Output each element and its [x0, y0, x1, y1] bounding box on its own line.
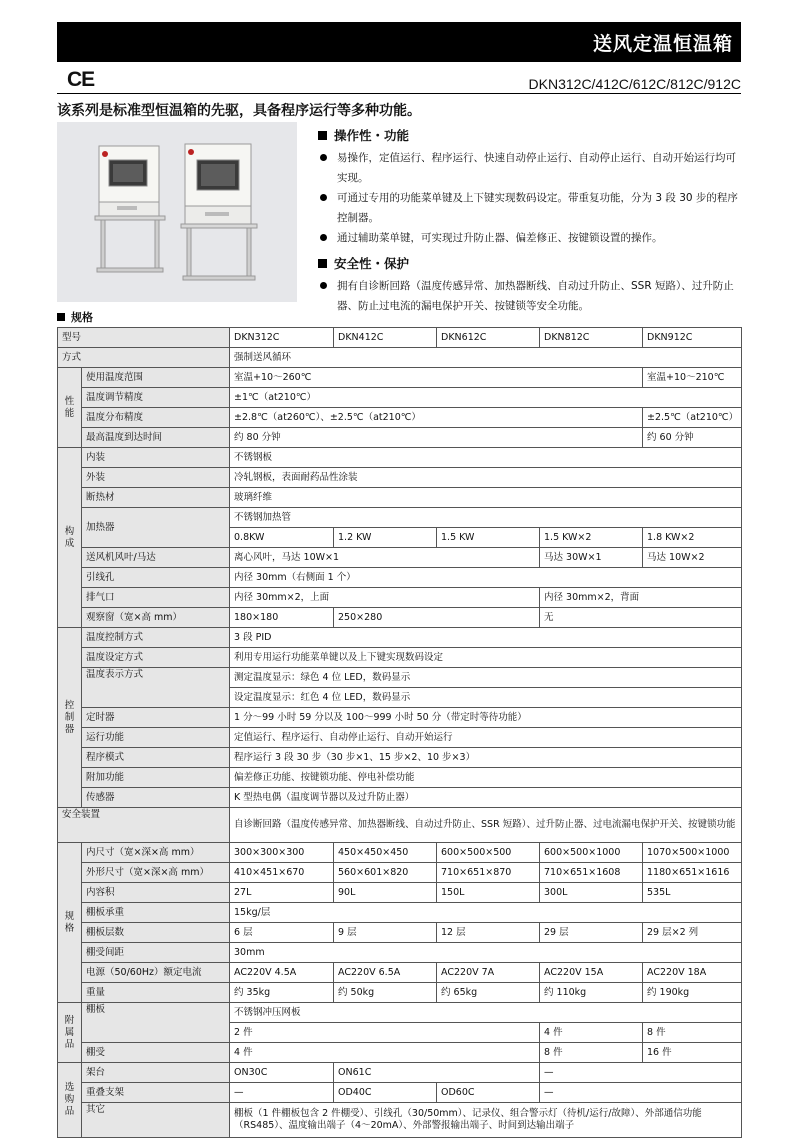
table-cell: 冷轧钢板，表面耐药品性涂装: [230, 468, 742, 488]
table-row: [58, 568, 742, 588]
table-cell: 27L: [230, 883, 334, 903]
table-row: [58, 488, 742, 508]
feature-item: 通过辅助菜单键，可实现过升防止器、偏差修正、按键锁设置的操作。: [318, 228, 743, 248]
table-row: [58, 348, 742, 368]
table-cell: 约 35kg: [230, 983, 334, 1003]
row-label: 型号: [58, 328, 230, 348]
table-row: [58, 668, 742, 688]
model-cell: DKN612C: [437, 328, 540, 348]
table-cell: 马达 10W×2: [643, 548, 742, 568]
row-label: 棚受间距: [82, 943, 230, 963]
table-cell: 90L: [334, 883, 437, 903]
table-cell: OD40C: [334, 1083, 437, 1103]
table-cell: 不锈钢加热管: [230, 508, 742, 528]
table-row: [58, 788, 742, 808]
row-label: 温度调节精度: [82, 388, 230, 408]
square-bullet-icon: [318, 259, 327, 268]
table-cell: 12 层: [437, 923, 540, 943]
row-label: 电源（50/60Hz）额定电流: [82, 963, 230, 983]
row-label: 内装: [82, 448, 230, 468]
table-cell: OD60C: [437, 1083, 540, 1103]
table-cell: 利用专用运行功能菜单键以及上下键实现数码设定: [230, 648, 742, 668]
table-cell: AC220V 4.5A: [230, 963, 334, 983]
table-row: [58, 708, 742, 728]
feature-heading-safety: 安全性・保护: [318, 254, 743, 274]
feature-heading-operation: 操作性・功能: [318, 126, 743, 146]
square-bullet-icon: [318, 131, 327, 140]
table-cell: 约 50kg: [334, 983, 437, 1003]
table-cell: 250×280: [334, 608, 540, 628]
row-label: 其它: [82, 1103, 230, 1138]
table-row: [58, 468, 742, 488]
table-cell: AC220V 18A: [643, 963, 742, 983]
spec-table: [57, 327, 742, 1138]
group-label-specs: 规格: [58, 843, 82, 1003]
product-photo: [57, 122, 297, 302]
table-cell: 150L: [437, 883, 540, 903]
table-cell: 710×651×870: [437, 863, 540, 883]
feature-item: 拥有自诊断回路（温度传感异常、加热器断线、自动过升防止、SSR 短路）、过升防止器、防止过电流的漏电保护开关、按键锁等安全功能。: [318, 276, 743, 316]
spec-heading: 规格: [57, 309, 93, 325]
row-label: 使用温度范围: [82, 368, 230, 388]
row-label: 加热器: [82, 508, 230, 548]
table-row: [58, 963, 742, 983]
table-cell: 180×180: [230, 608, 334, 628]
model-cell: DKN412C: [334, 328, 437, 348]
row-label: 断热材: [82, 488, 230, 508]
row-label: 温度表示方式: [82, 668, 230, 708]
table-cell: AC220V 7A: [437, 963, 540, 983]
table-cell: AC220V 15A: [540, 963, 643, 983]
table-cell: 8 件: [643, 1023, 742, 1043]
group-label-performance: 性能: [58, 368, 82, 448]
row-label: 重叠支架: [82, 1083, 230, 1103]
table-cell: 强制送风循环: [230, 348, 742, 368]
table-cell: 定值运行、程序运行、自动停止运行、自动开始运行: [230, 728, 742, 748]
table-row: [58, 728, 742, 748]
table-row: [58, 408, 742, 428]
table-cell: 300L: [540, 883, 643, 903]
table-cell: 内径 30mm×2，上面: [230, 588, 540, 608]
table-row: [58, 588, 742, 608]
group-label-options: 选购品: [58, 1063, 82, 1138]
row-label: 引线孔: [82, 568, 230, 588]
table-row: [58, 1063, 742, 1083]
table-cell: 3 段 PID: [230, 628, 742, 648]
table-row: [58, 903, 742, 923]
table-cell: 1.5 KW: [437, 528, 540, 548]
row-label: 架台: [82, 1063, 230, 1083]
table-cell: 29 层×2 列: [643, 923, 742, 943]
table-cell: 1070×500×1000: [643, 843, 742, 863]
table-row: [58, 1003, 742, 1023]
bullet-icon: [320, 234, 327, 241]
table-cell: 无: [540, 608, 742, 628]
row-label: 棚受: [82, 1043, 230, 1063]
row-label: 观察窗（宽×高 mm）: [82, 608, 230, 628]
table-cell: 偏差修正功能、按键锁功能、停电补偿功能: [230, 768, 742, 788]
table-cell: 程序运行 3 段 30 步（30 步×1、15 步×2、10 步×3）: [230, 748, 742, 768]
table-cell: ±1℃（at210℃）: [230, 388, 742, 408]
square-bullet-icon: [57, 313, 65, 321]
table-cell: 29 层: [540, 923, 643, 943]
oven-illustration: [57, 122, 297, 302]
table-cell: 自诊断回路（温度传感异常、加热器断线、自动过升防止、SSR 短路）、过升防止器、过电流漏电保护开关、按键锁功能: [230, 808, 742, 843]
table-cell: 4 件: [540, 1023, 643, 1043]
table-cell: 8 件: [540, 1043, 643, 1063]
table-cell: K 型热电偶（温度调节器以及过升防止器）: [230, 788, 742, 808]
feature-item: 易操作，定值运行、程序运行、快速自动停止运行、自动停止运行、自动开始运行均可实现。: [318, 148, 743, 188]
ce-mark: CE: [67, 68, 95, 91]
row-label: 安全装置: [58, 808, 230, 843]
table-cell: 约 65kg: [437, 983, 540, 1003]
table-row: [58, 748, 742, 768]
model-list: DKN312C/412C/612C/812C/912C: [528, 76, 741, 92]
row-label: 温度分布精度: [82, 408, 230, 428]
table-cell: 6 层: [230, 923, 334, 943]
table-row: [58, 768, 742, 788]
table-row: [58, 863, 742, 883]
table-row: [58, 1083, 742, 1103]
row-label: 最高温度到达时间: [82, 428, 230, 448]
table-cell: —: [540, 1063, 742, 1083]
table-cell: 马达 30W×1: [540, 548, 643, 568]
page-title: 送风定温恒温箱: [592, 33, 733, 55]
row-label: 运行功能: [82, 728, 230, 748]
feature-item: 可通过专用的功能菜单键及上下键实现数码设定。带重复功能，分为 3 段 30 步的程序控制器。: [318, 188, 743, 228]
table-cell: 约 110kg: [540, 983, 643, 1003]
table-row: [58, 448, 742, 468]
group-label-construction: 构成: [58, 448, 82, 628]
table-cell: 约 80 分钟: [230, 428, 643, 448]
intro-text: 该系列是标准型恒温箱的先驱，具备程序运行等多种功能。: [57, 103, 421, 119]
table-cell: 室温+10～260℃: [230, 368, 643, 388]
table-row: [58, 843, 742, 863]
bullet-icon: [320, 282, 327, 289]
table-row: [58, 943, 742, 963]
feature-list: [318, 126, 743, 316]
row-label: 外形尺寸（宽×深×高 mm）: [82, 863, 230, 883]
table-row: [58, 508, 742, 528]
table-row: [58, 548, 742, 568]
table-cell: ON61C: [334, 1063, 540, 1083]
row-label: 排气口: [82, 588, 230, 608]
table-row: [58, 648, 742, 668]
table-cell: 560×601×820: [334, 863, 437, 883]
table-cell: —: [230, 1083, 334, 1103]
table-cell: 535L: [643, 883, 742, 903]
table-cell: 1180×651×1616: [643, 863, 742, 883]
table-cell: 内径 30mm×2，背面: [540, 588, 742, 608]
row-label: 棚板承重: [82, 903, 230, 923]
table-row: [58, 883, 742, 903]
table-cell: 不锈钢板: [230, 448, 742, 468]
table-cell: 1 分～99 小时 59 分以及 100～999 小时 50 分（带定时等待功能）: [230, 708, 742, 728]
row-label: 附加功能: [82, 768, 230, 788]
table-cell: 约 60 分钟: [643, 428, 742, 448]
table-cell: ±2.5℃（at210℃）: [643, 408, 742, 428]
table-cell: 1.8 KW×2: [643, 528, 742, 548]
row-label: 方式: [58, 348, 230, 368]
row-label: 温度设定方式: [82, 648, 230, 668]
model-cell: DKN312C: [230, 328, 334, 348]
table-row: [58, 808, 742, 843]
row-label: 棚板层数: [82, 923, 230, 943]
table-row: [58, 428, 742, 448]
table-cell: 1.5 KW×2: [540, 528, 643, 548]
table-cell: —: [540, 1083, 742, 1103]
table-cell: 410×451×670: [230, 863, 334, 883]
table-cell: 300×300×300: [230, 843, 334, 863]
row-label: 传感器: [82, 788, 230, 808]
row-label: 内尺寸（宽×深×高 mm）: [82, 843, 230, 863]
row-label: 内容积: [82, 883, 230, 903]
table-cell: 2 件: [230, 1023, 540, 1043]
table-cell: 15kg/层: [230, 903, 742, 923]
row-label: 程序模式: [82, 748, 230, 768]
table-cell: 9 层: [334, 923, 437, 943]
row-label: 外装: [82, 468, 230, 488]
header-bar: [57, 22, 741, 62]
row-label: 棚板: [82, 1003, 230, 1043]
table-row: [58, 983, 742, 1003]
table-cell: 1.2 KW: [334, 528, 437, 548]
bullet-icon: [320, 154, 327, 161]
table-cell: ±2.8℃（at260℃）、±2.5℃（at210℃）: [230, 408, 643, 428]
table-cell: 16 件: [643, 1043, 742, 1063]
table-cell: 约 190kg: [643, 983, 742, 1003]
row-label: 重量: [82, 983, 230, 1003]
table-row: [58, 1043, 742, 1063]
model-cell: DKN912C: [643, 328, 742, 348]
bullet-icon: [320, 194, 327, 201]
table-cell: 4 件: [230, 1043, 540, 1063]
table-cell: 600×500×500: [437, 843, 540, 863]
header-divider: [57, 93, 741, 94]
group-label-control: 控制器: [58, 628, 82, 808]
table-row: [58, 328, 742, 348]
row-label: 定时器: [82, 708, 230, 728]
table-cell: 离心风叶，马达 10W×1: [230, 548, 540, 568]
table-cell: 玻璃纤维: [230, 488, 742, 508]
table-row: [58, 628, 742, 648]
table-cell: 测定温度显示：绿色 4 位 LED，数码显示: [230, 668, 742, 688]
table-row: [58, 388, 742, 408]
model-cell: DKN812C: [540, 328, 643, 348]
row-label: 温度控制方式: [82, 628, 230, 648]
table-cell: 600×500×1000: [540, 843, 643, 863]
table-row: [58, 923, 742, 943]
table-row: [58, 368, 742, 388]
table-row: [58, 1103, 742, 1138]
table-cell: AC220V 6.5A: [334, 963, 437, 983]
row-label: 送风机风叶/马达: [82, 548, 230, 568]
table-cell: ON30C: [230, 1063, 334, 1083]
table-cell: 450×450×450: [334, 843, 437, 863]
table-cell: 0.8KW: [230, 528, 334, 548]
group-label-accessories: 附属品: [58, 1003, 82, 1063]
table-cell: 设定温度显示：红色 4 位 LED，数码显示: [230, 688, 742, 708]
table-cell: 内径 30mm（右侧面 1 个）: [230, 568, 742, 588]
table-cell: 30mm: [230, 943, 742, 963]
table-cell: 棚板（1 件棚板包含 2 件棚受）、引线孔（30/50mm）、记录仪、组合警示灯（待机/运行/故障）、外部通信功能（RS485）、温度输出端子（4～20mA）、外部警报输出端子、时间到达输出端子: [230, 1103, 742, 1138]
table-cell: 不锈钢冲压网板: [230, 1003, 742, 1023]
table-cell: 室温+10～210℃: [643, 368, 742, 388]
table-row: [58, 608, 742, 628]
table-cell: 710×651×1608: [540, 863, 643, 883]
